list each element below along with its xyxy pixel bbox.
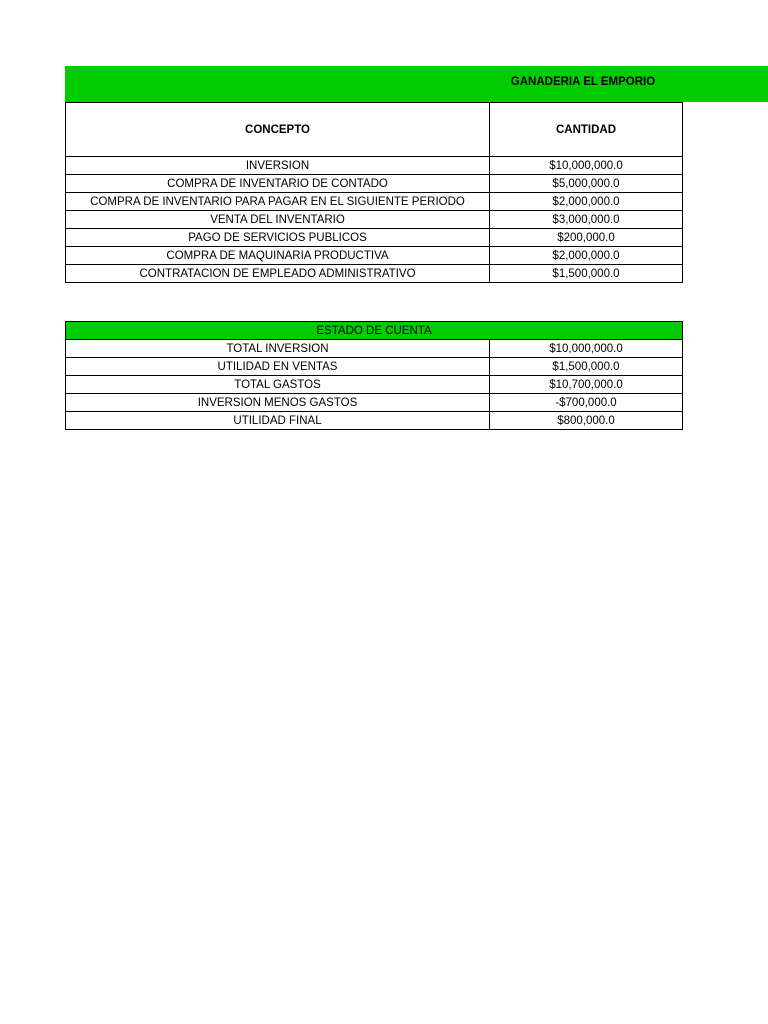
concept-cell: COMPRA DE INVENTARIO DE CONTADO xyxy=(66,175,490,193)
statement-table xyxy=(65,321,683,430)
table-row xyxy=(66,247,683,265)
document-title: GANADERIA EL EMPORIO xyxy=(510,76,656,88)
table-row xyxy=(66,211,683,229)
table-row xyxy=(66,265,683,283)
concept-cell: TOTAL GASTOS xyxy=(66,376,490,394)
amount-cell: $2,000,000.0 xyxy=(490,193,683,211)
amount-cell: $10,000,000.0 xyxy=(490,157,683,175)
amount-column-header: CANTIDAD xyxy=(490,103,683,157)
table-header-row xyxy=(66,103,683,157)
table-row xyxy=(66,175,683,193)
concept-cell: INVERSION MENOS GASTOS xyxy=(66,394,490,412)
title-bar xyxy=(65,66,768,102)
table-row xyxy=(66,412,683,430)
table-row xyxy=(66,394,683,412)
concept-cell: COMPRA DE MAQUINARIA PRODUCTIVA xyxy=(66,247,490,265)
amount-cell: $10,700,000.0 xyxy=(490,376,683,394)
statement-title-row xyxy=(66,322,683,340)
amount-cell: $2,000,000.0 xyxy=(490,247,683,265)
concept-cell: PAGO DE SERVICIOS PUBLICOS xyxy=(66,229,490,247)
concepts-table xyxy=(65,102,683,283)
table-row xyxy=(66,358,683,376)
amount-cell: $200,000.0 xyxy=(490,229,683,247)
concept-column-header: CONCEPTO xyxy=(66,103,490,157)
concept-cell: UTILIDAD FINAL xyxy=(66,412,490,430)
amount-cell: $5,000,000.0 xyxy=(490,175,683,193)
concept-cell: CONTRATACION DE EMPLEADO ADMINISTRATIVO xyxy=(66,265,490,283)
table-row xyxy=(66,157,683,175)
amount-cell: $10,000,000.0 xyxy=(490,340,683,358)
concept-cell: UTILIDAD EN VENTAS xyxy=(66,358,490,376)
concept-cell: VENTA DEL INVENTARIO xyxy=(66,211,490,229)
table-row xyxy=(66,376,683,394)
amount-cell: $3,000,000.0 xyxy=(490,211,683,229)
table-row xyxy=(66,193,683,211)
amount-cell: $800,000.0 xyxy=(490,412,683,430)
concept-cell: COMPRA DE INVENTARIO PARA PAGAR EN EL SIGUIENTE PERIODO xyxy=(66,193,490,211)
amount-cell: -$700,000.0 xyxy=(490,394,683,412)
statement-title: ESTADO DE CUENTA xyxy=(66,322,683,340)
table-row xyxy=(66,229,683,247)
concept-cell: TOTAL INVERSION xyxy=(66,340,490,358)
amount-cell: $1,500,000.0 xyxy=(490,265,683,283)
table-row xyxy=(66,340,683,358)
amount-cell: $1,500,000.0 xyxy=(490,358,683,376)
concept-cell: INVERSION xyxy=(66,157,490,175)
